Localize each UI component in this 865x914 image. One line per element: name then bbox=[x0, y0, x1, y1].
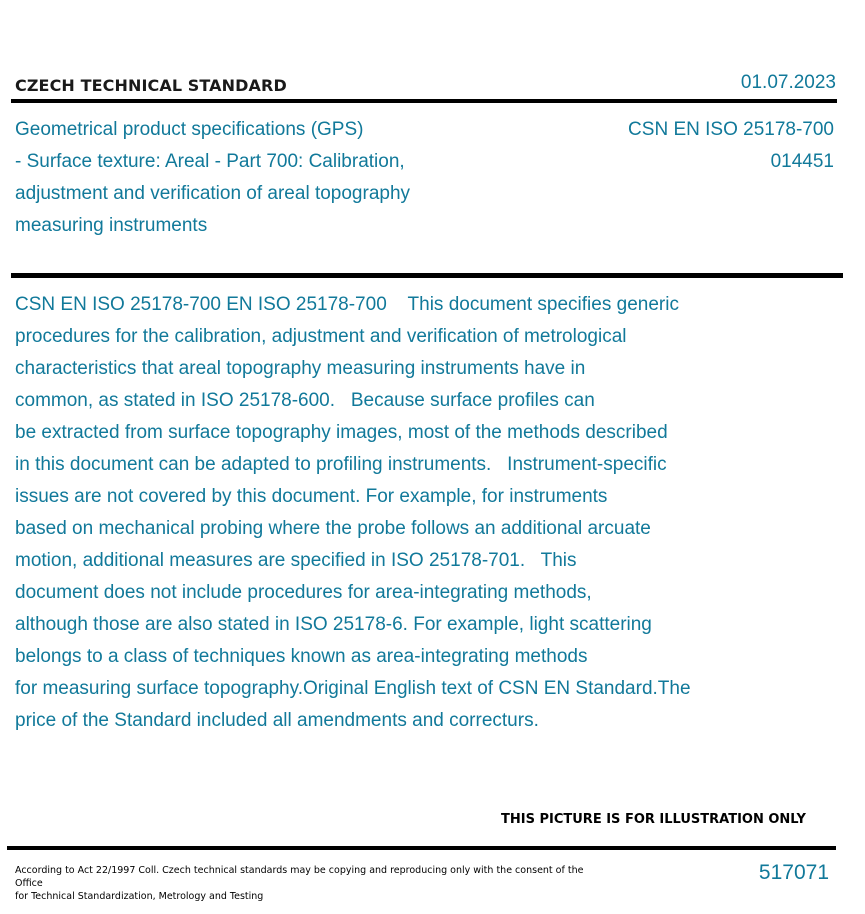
standard-designation: CSN EN ISO 25178-700 bbox=[628, 119, 834, 140]
classification-code: 014451 bbox=[770, 151, 834, 172]
description-line: document does not include procedures for area-integrating methods, bbox=[15, 582, 592, 603]
illustration-disclaimer: THIS PICTURE IS FOR ILLUSTRATION ONLY bbox=[501, 812, 806, 827]
description-line: belongs to a class of techniques known as area-integrating methods bbox=[15, 646, 588, 667]
description-line: price of the Standard included all amendments and correcturs. bbox=[15, 710, 539, 731]
standard-title bbox=[15, 114, 485, 242]
description-line: based on mechanical probing where the probe follows an additional arcuate bbox=[15, 518, 651, 539]
legal-line: for Technical Standardization, Metrology and Testing bbox=[15, 891, 264, 902]
standard-description bbox=[15, 289, 805, 737]
title-line: Geometrical product specifications (GPS) bbox=[15, 119, 364, 140]
header-divider bbox=[11, 99, 837, 103]
description-line: CSN EN ISO 25178-700 EN ISO 25178-700 This document specifies generic bbox=[15, 294, 679, 315]
catalog-number: 517071 bbox=[758, 861, 829, 884]
description-line: procedures for the calibration, adjustment and verification of metrological bbox=[15, 326, 627, 347]
legal-line: According to Act 22/1997 Coll. Czech technical standards may be copying and reproducing only with the consent of the Office bbox=[15, 865, 584, 889]
standard-identifiers bbox=[628, 114, 834, 178]
description-line: for measuring surface topography.Original English text of CSN EN Standard.The bbox=[15, 678, 691, 699]
description-line: in this document can be adapted to profiling instruments. Instrument-specific bbox=[15, 454, 667, 475]
footer-divider bbox=[7, 846, 836, 850]
description-line: motion, additional measures are specified in ISO 25178-701. This bbox=[15, 550, 577, 571]
legal-notice bbox=[15, 864, 595, 903]
title-line: - Surface texture: Areal - Part 700: Calibration, bbox=[15, 151, 405, 172]
issue-date: 01.07.2023 bbox=[740, 72, 836, 93]
description-line: issues are not covered by this document. For example, for instruments bbox=[15, 486, 608, 507]
description-line: characteristics that areal topography measuring instruments have in bbox=[15, 358, 586, 379]
description-line: although those are also stated in ISO 25178-6. For example, light scattering bbox=[15, 614, 652, 635]
title-line: adjustment and verification of areal topography bbox=[15, 183, 411, 204]
description-line: common, as stated in ISO 25178-600. Because surface profiles can bbox=[15, 390, 595, 411]
title-line: measuring instruments bbox=[15, 215, 208, 236]
description-line: be extracted from surface topography images, most of the methods described bbox=[15, 422, 668, 443]
title-divider bbox=[11, 273, 843, 278]
header-label: CZECH TECHNICAL STANDARD bbox=[15, 76, 287, 95]
